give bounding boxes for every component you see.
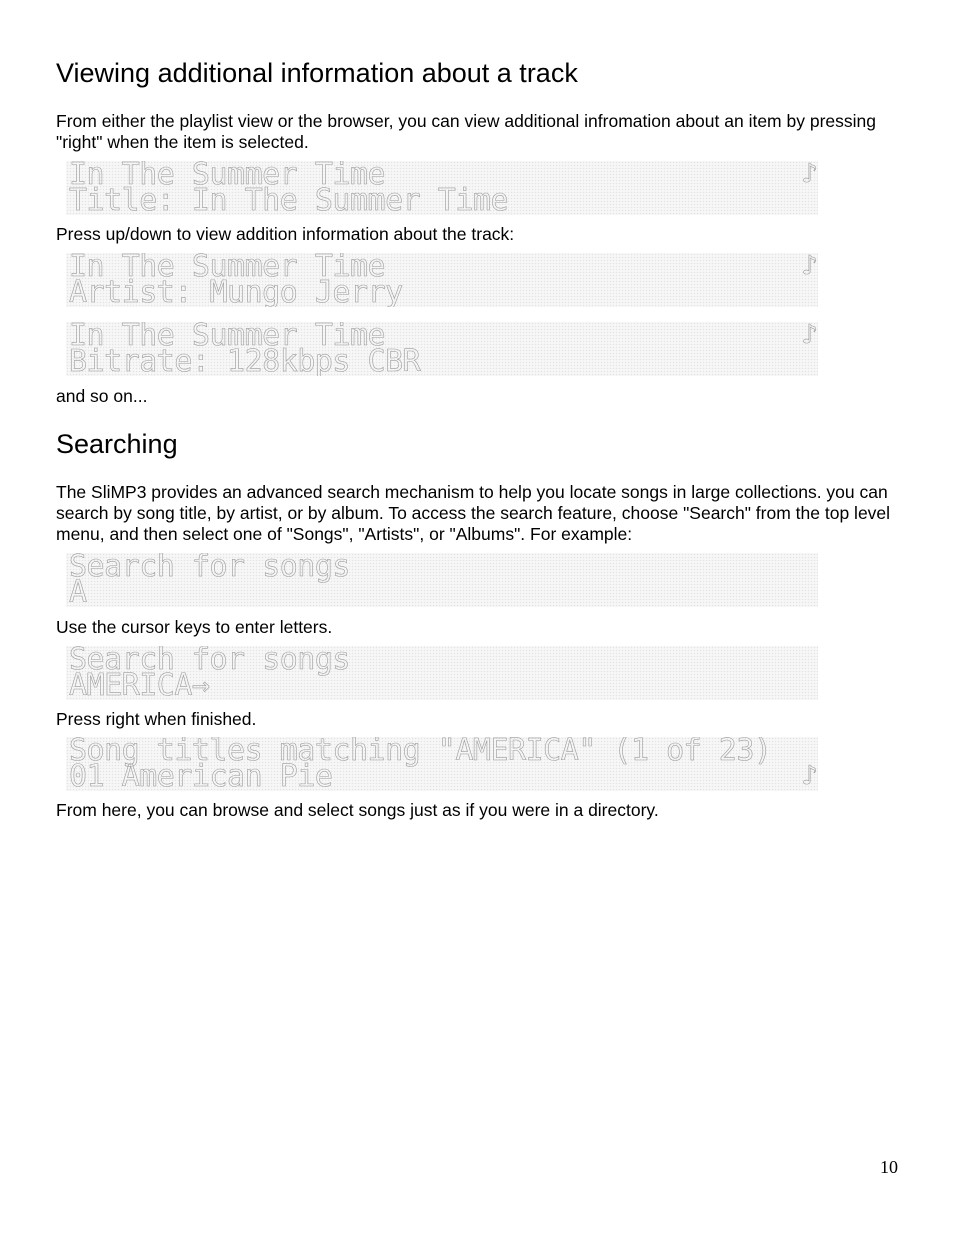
- lcd-display-search-america: [66, 646, 818, 700]
- lcd-line-2: Title: In The Summer Time: [69, 183, 509, 215]
- lcd-line-2: 01 American Pie: [69, 759, 333, 791]
- section-heading-track-info: Viewing additional information about a track: [56, 58, 578, 88]
- music-note-icon: ♪: [801, 253, 818, 281]
- lcd-line-2: Artist: Mungo Jerry: [69, 275, 403, 307]
- lcd-line-2: AMERICA→: [69, 668, 210, 700]
- lcd-line-1: In The Summer Time: [69, 322, 386, 353]
- lcd-display-bitrate: [66, 322, 818, 376]
- track-info-intro: From either the playlist view or the browser, you can view additional infromation about an item by pressing "right" when the item is selected.: [56, 111, 876, 152]
- searching-caption-cursor: Use the cursor keys to enter letters.: [56, 617, 333, 637]
- section-heading-searching: Searching: [56, 429, 178, 459]
- lcd-line-1: In The Summer Time: [69, 161, 386, 192]
- lcd-line-1: Search for songs: [69, 646, 350, 677]
- track-info-caption-andsoon: and so on...: [56, 386, 148, 406]
- lcd-line-1: Song titles matching "AMERICA" (1 of 23): [69, 737, 772, 768]
- music-note-icon: ♪: [801, 761, 818, 791]
- searching-intro: The SliMP3 provides an advanced search mechanism to help you locate songs in large collections. you can search by song title, by artist, or by album. To access the search feature, choose "Search" from the top level menu, and then select one of "Songs", "Artists", or "Albums". For example:: [56, 482, 891, 544]
- lcd-display-title: [66, 161, 818, 215]
- lcd-line-2: Bitrate: 128kbps CBR: [69, 344, 421, 376]
- lcd-line-1: In The Summer Time: [69, 253, 386, 284]
- searching-caption-right: Press right when finished.: [56, 709, 257, 729]
- lcd-display-search-a: [66, 553, 818, 607]
- music-note-icon: ♪: [801, 161, 818, 189]
- lcd-line-1: Search for songs: [69, 553, 350, 584]
- lcd-display-artist: [66, 253, 818, 307]
- track-info-caption-updown: Press up/down to view addition information about the track:: [56, 224, 515, 244]
- page-number: 10: [880, 1157, 898, 1177]
- lcd-display-song-results: [66, 737, 818, 791]
- searching-caption-browse: From here, you can browse and select songs just as if you were in a directory.: [56, 800, 659, 820]
- music-note-icon: ♪: [801, 322, 818, 350]
- lcd-line-2: A: [69, 575, 87, 607]
